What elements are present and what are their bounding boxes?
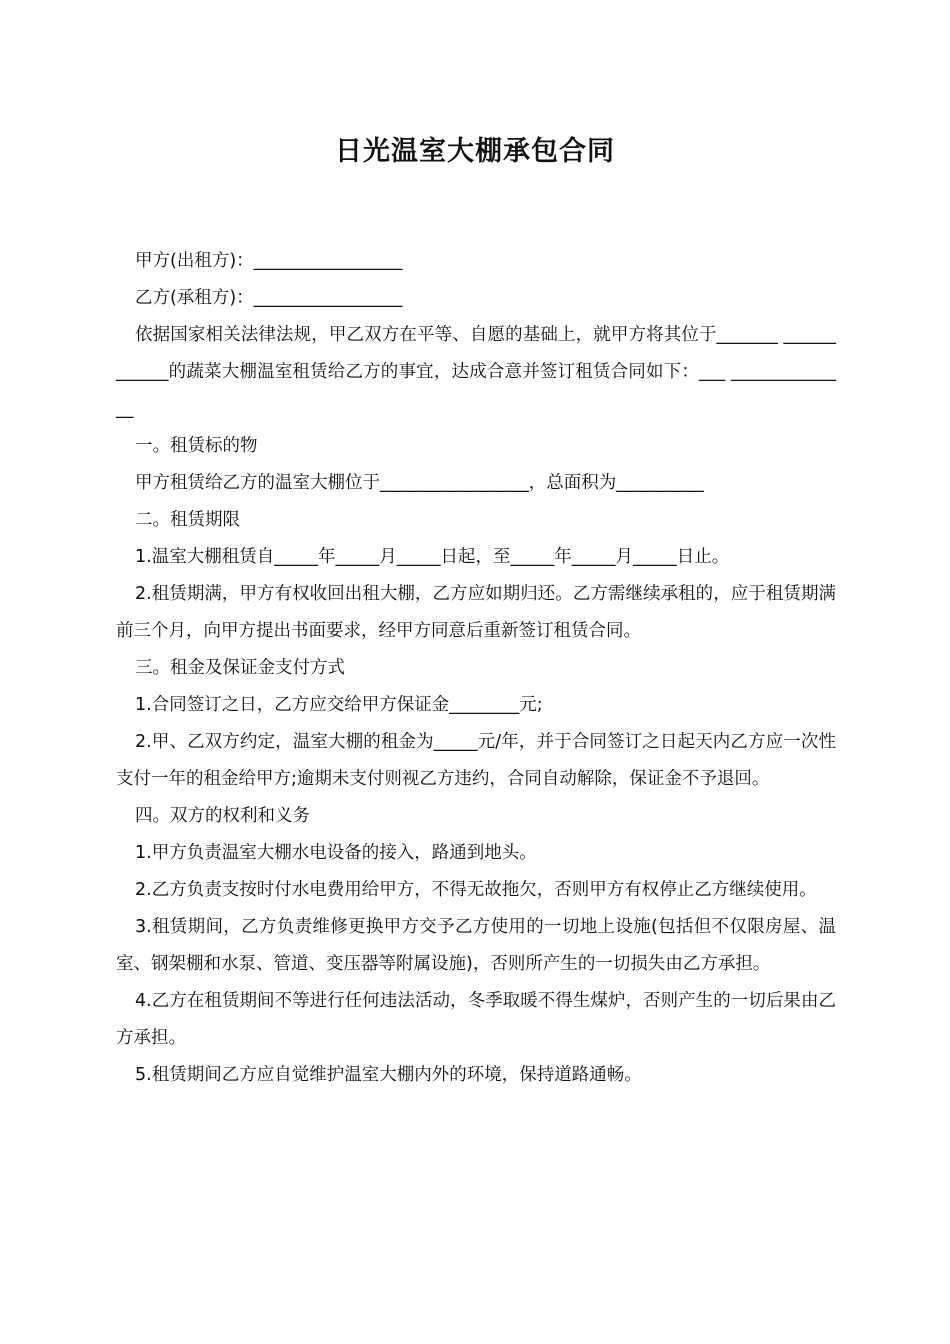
- document-title: 日光温室大棚承包合同: [335, 136, 615, 167]
- document-body: [116, 243, 836, 1094]
- clause-paragraph: 1.合同签订之日，乙方应交给甲方保证金________元;: [135, 695, 543, 715]
- clause-paragraph: 3.租赁期间，乙方负责维修更换甲方交予乙方使用的一切地上设施(包括但不仅限房屋、温室、钢架棚和水泵、管道、变压器等附属设施)，否则所产生的一切损失由乙方承担。: [116, 917, 836, 974]
- clause-paragraph: 5.租赁期间乙方应自觉维护温室大棚内外的环境，保持道路通畅。: [135, 1065, 642, 1085]
- clause-paragraph: 2.租赁期满，甲方有权收回出租大棚，乙方应如期归还。乙方需继续承租的，应于租赁期满前三个月，向甲方提出书面要求，经甲方同意后重新签订租赁合同。: [116, 584, 836, 641]
- party-b-line: 乙方(承租方)：_________________: [135, 288, 403, 308]
- clause-paragraph: 4.乙方在租赁期间不等进行任何违法活动，冬季取暖不得生煤炉，否则产生的一切后果由乙方承担。: [116, 991, 836, 1048]
- preamble-paragraph: 依据国家相关法律法规，甲乙双方在平等、自愿的基础上，就甲方将其位于_______ ____________的蔬菜大棚温室租赁给乙方的事宜，达成合意并签订租赁合同如下：___ ______________: [116, 325, 836, 419]
- section-heading-3: 三。租金及保证金支付方式: [135, 658, 345, 678]
- clause-paragraph: 1.温室大棚租赁自_____年_____月_____日起，至_____年_____月_____日止。: [135, 547, 730, 567]
- section-heading-4: 四。双方的权利和义务: [135, 806, 310, 826]
- clause-paragraph: 2.乙方负责支按时付水电费用给甲方，不得无故拖欠，否则甲方有权停止乙方继续使用。: [135, 880, 817, 900]
- clause-paragraph: 2.甲、乙双方约定，温室大棚的租金为_____元/年，并于合同签订之日起天内乙方应一次性支付一年的租金给甲方;逾期未支付则视乙方违约，合同自动解除，保证金不予退回。: [116, 732, 836, 789]
- party-a-line: 甲方(出租方)：_________________: [135, 251, 403, 271]
- clause-paragraph: 1.甲方负责温室大棚水电设备的接入，路通到地头。: [135, 843, 537, 863]
- section-heading-1: 一。租赁标的物: [135, 436, 258, 456]
- section-heading-2: 二。租赁期限: [135, 510, 240, 530]
- clause-paragraph: 甲方租赁给乙方的温室大棚位于_________________，总面积为__________: [135, 473, 704, 493]
